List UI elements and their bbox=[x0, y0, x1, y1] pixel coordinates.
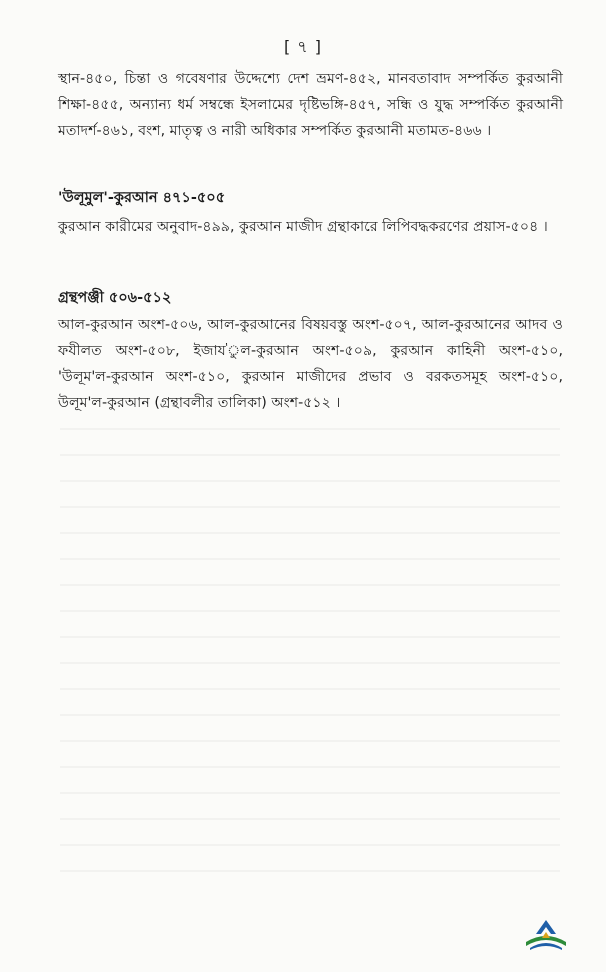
page-number: [ ৭ ] bbox=[283, 37, 323, 56]
section-heading-ulumul-quran: 'উলূমুল'-কুরআন ৪৭১-৫০৫ bbox=[58, 190, 226, 206]
section-heading-bibliography: গ্রন্থপঞ্জী ৫০৬-৫১২ bbox=[58, 290, 172, 306]
intro-paragraph: স্থান-৪৫০, চিন্তা ও গবেষণার উদ্দেশ্যে দেশ ভ্রমণ-৪৫২, মানবতাবাদ সম্পর্কিত কুরআনী শিক্ষা-৪৫৫, অন্যান্য ধর্ম সম্বন্ধে ইসলামের দৃষ্টিভঙ্গি-৪৫৭, সন্ধি ও যুদ্ধ সম্পর্কিত কুরআনী মতাদর্শ-৪৬১, বংশ, মাতৃত্ব ও নারী অধিকার সম্পর্কিত কুরআনী মতামত-৪৬৬ । bbox=[58, 71, 563, 139]
section-body-bibliography: আল-কুরআন অংশ-৫০৬, আল-কুরআনের বিষয়বস্তু অংশ-৫০৭, আল-কুরআনের আদব ও ফযীলত অংশ-৫০৮, ইজায'ুল-কুরআন অংশ-৫০৯, কুরআন কাহিনী অংশ-৫১০, 'উলূম'ল-কুরআন অংশ-৫১০, কুরআন মাজীদের প্রভাব ও বরকতসমূহ অংশ-৫১০, উলূম'ল-কুরআন (গ্রন্থাবলীর তালিকা) অংশ-৫১২ । bbox=[58, 317, 563, 411]
bleed-through-text bbox=[60, 428, 560, 888]
section-body-ulumul-quran: কুরআন কারীমের অনুবাদ-৪৯৯, কুরআন মাজীদ গ্রন্থাকারে লিপিবদ্ধকরণের প্রয়াস-৫০৪ । bbox=[58, 219, 548, 235]
publisher-logo-icon bbox=[520, 912, 572, 952]
